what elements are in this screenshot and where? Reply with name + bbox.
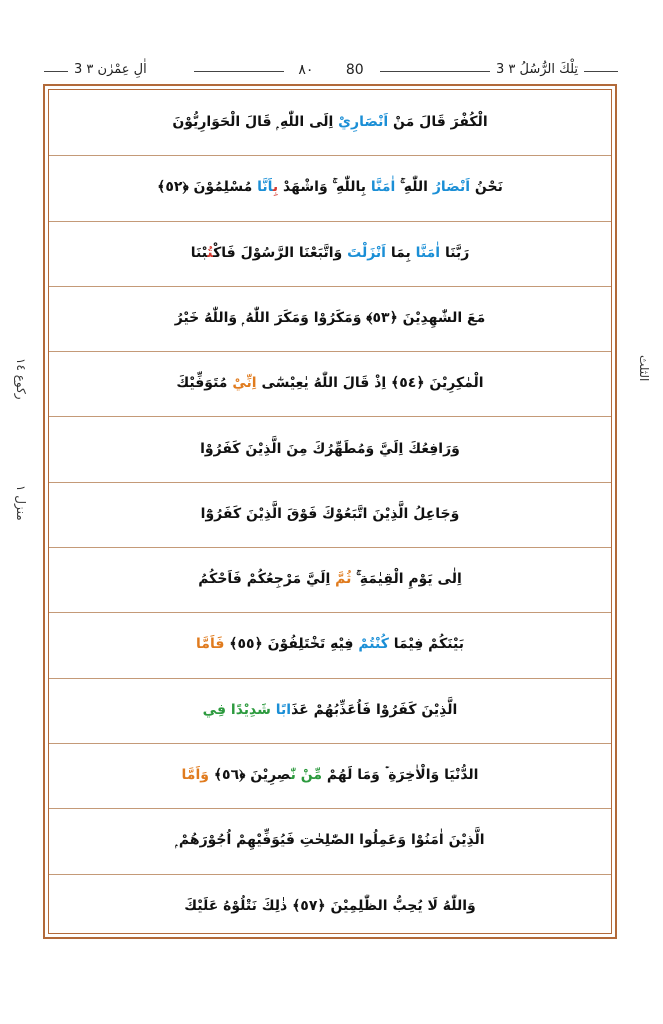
verse-segment: اِلَيَّ مَرْجِعُكُمْ فَاَحْكُمُ (198, 571, 336, 588)
verse-segment: مَعَ الشّٰهِدِيْنَ ﴿٥٣﴾ وَمَكَرُوْا وَمَكَرَ اللّٰهُ ۭ وَاللّٰهُ خَيْرُ (174, 309, 486, 326)
verse-segment: مِّنْ (300, 767, 322, 783)
verse-segment: مُسْلِمُوْنَ ﴿٥٢﴾ (157, 179, 258, 196)
verse-segment: اَنْصَارِيْ (338, 114, 389, 130)
margin-manzil-note: منزل ١ (14, 485, 28, 521)
verse-segment: مُتَوَفِّيْكَ (176, 375, 233, 392)
text-lines-container (48, 89, 612, 934)
verse-line (49, 547, 611, 613)
verse-segment: كُنْتُمْ (358, 636, 389, 653)
verse-segment: بِاللّٰهِ ۚ وَاشْهَدْ (278, 179, 371, 196)
verse-segment: وَاتَّبَعْنَا الرَّسُوْلَ فَاكْ (213, 244, 348, 261)
verse-segment: ابًا (275, 701, 292, 718)
verse-line (49, 155, 611, 221)
verse-segment: صِرِيْنَ ﴿٥٦﴾ (208, 767, 291, 783)
verse-segment: فِي (202, 701, 227, 718)
text-frame (43, 84, 617, 939)
verse-segment: ثُمَّ (335, 571, 352, 588)
verse-segment: وَاَمَّا (181, 767, 209, 783)
header-para-name: 3 تِلْكَ الرُّسُلُ ٣ (495, 62, 578, 77)
verse-segment: فِيْهِ تَخْتَلِفُوْنَ ﴿٥٥﴾ (224, 636, 359, 653)
header-rule-right (584, 71, 618, 72)
verse-line (49, 90, 611, 156)
verse-segment: وَجَاعِلُ الَّذِيْنَ اتَّبَعُوْكَ فَوْقَ الَّذِيْنَ كَفَرُوْٓا (200, 505, 460, 522)
verse-segment: الَّذِيْنَ اٰمَنُوْا وَعَمِلُوا الصّٰلِحٰتِ فَيُوَفِّيْهِمْ اُجُوْرَهُمْ ۭ (175, 832, 485, 849)
verse-segment: اَنْصَارُ (432, 179, 471, 196)
verse-segment: بِ (272, 179, 279, 196)
verse-line (49, 482, 611, 548)
verse-line (49, 417, 611, 483)
verse-segment: رَبَّنَا (440, 244, 470, 261)
verse-segment: اٰمَنَّا (370, 179, 396, 196)
header-surah-name: 3 اٰلِ عِمْرٰن ٣ (74, 62, 147, 77)
verse-line (49, 351, 611, 417)
page-number: 80 (345, 62, 364, 78)
verse-line (49, 874, 611, 939)
verse-segment: نَحْنُ (470, 179, 503, 196)
verse-line (49, 678, 611, 744)
verse-segment: اٰمَنَّا (415, 244, 441, 261)
margin-thuluth-note: الثلث (637, 355, 651, 382)
verse-segment: الْمٰكِرِيْنَ ﴿٥٤﴾ اِذْ قَالَ اللّٰهُ يٰعِيْسٰٓى (256, 375, 484, 392)
verse-segment: الَّذِيْنَ كَفَرُوْا فَاُعَذِّبُهُمْ عَذَ (291, 701, 458, 718)
verse-segment: تُ (207, 244, 214, 261)
verse-segment: الدُّنْيَا وَالْاٰخِرَةِ ۡ وَمَا لَهُمْ (322, 767, 479, 783)
verse-segment: اللّٰهِ ۚ (395, 179, 433, 196)
verse-segment: بَيْنَكُمْ فِيْمَا (388, 636, 464, 653)
verse-line (49, 743, 611, 809)
verse-segment: اَنْزَلْتَ (347, 244, 386, 261)
verse-line (49, 612, 611, 678)
verse-segment: بِمَا (385, 244, 416, 261)
verse-segment: وَرَافِعُكَ اِلَيَّ وَمُطَهِّرُكَ مِنَ الَّذِيْنَ كَفَرُوْا (200, 440, 460, 457)
verse-segment: اِلٰى يَوْمِ الْقِيٰمَةِ ۚ (351, 571, 462, 588)
verse-segment: وَاللّٰهُ لَا يُحِبُّ الظّٰلِمِيْنَ ﴿٥٧﴾ ذٰلِكَ نَتْلُوْهُ عَلَيْكَ (184, 897, 476, 914)
verse-line (49, 221, 611, 287)
verse-segment: الْكُفْرَ قَالَ مَنْ (388, 114, 488, 130)
verse-segment: شَدِيْدًا (230, 701, 271, 718)
header-rule-mid-right (380, 71, 490, 72)
page-header (44, 60, 618, 82)
page-number-arabic: ٨٠ (298, 62, 314, 78)
verse-line (49, 286, 611, 352)
verse-line (49, 808, 611, 874)
verse-segment: اِلَى اللّٰهِ ۭ قَالَ الْحَوَارِيُّوْنَ (172, 114, 339, 130)
verse-segment: نّٰ (290, 767, 296, 783)
verse-segment: اَنَّا (257, 179, 273, 196)
verse-segment: فَاَمَّا (196, 636, 225, 653)
verse-segment: بْنَا (190, 244, 208, 261)
margin-ruku-note: ركوع ١٤ (14, 358, 28, 400)
verse-segment: اِنِّيْ (232, 375, 257, 392)
